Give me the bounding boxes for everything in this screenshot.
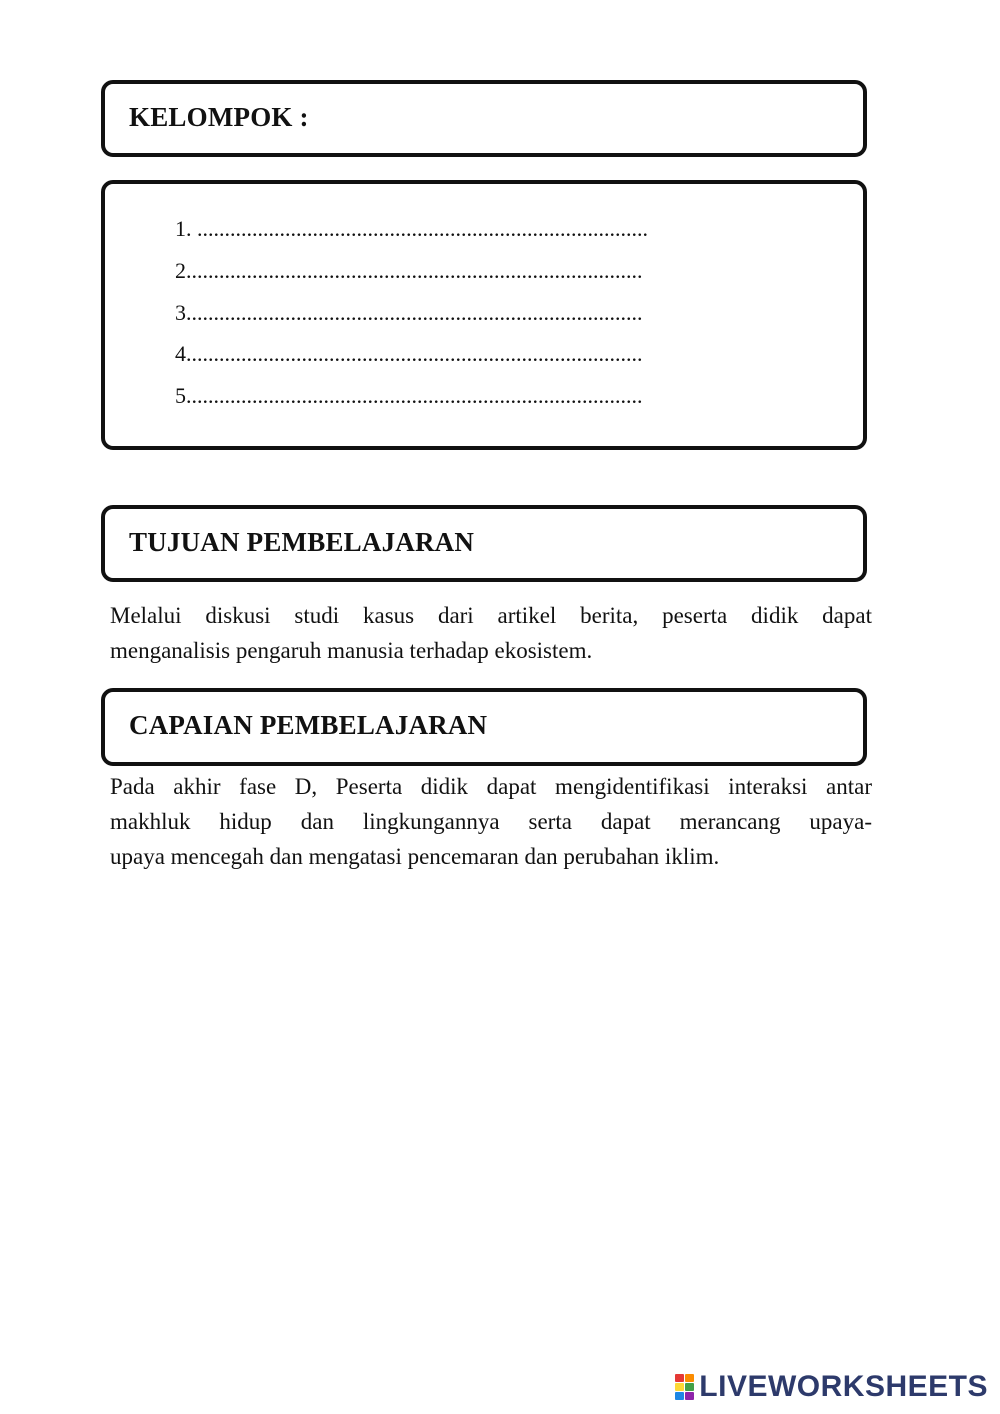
- member-line-2: 2...................................................................................: [175, 258, 643, 283]
- logo-square: [685, 1374, 694, 1382]
- logo-square: [685, 1383, 694, 1391]
- tujuan-line-2: menganalisis pengaruh manusia terhadap ekosistem.: [110, 638, 593, 663]
- liveworksheets-logo-icon: [675, 1374, 695, 1400]
- kelompok-title: KELOMPOK :: [129, 102, 309, 132]
- members-box: [101, 180, 867, 450]
- logo-square: [675, 1383, 684, 1391]
- capaian-box: [101, 688, 867, 766]
- capaian-line-1: Pada akhir fase D, Peserta didik dapat mengidentifikasi interaksi antar: [110, 774, 872, 799]
- member-line-3: 3...................................................................................: [175, 300, 643, 325]
- member-line-5: 5...................................................................................: [175, 383, 643, 408]
- tujuan-paragraph: [110, 598, 872, 668]
- logo-square: [675, 1392, 684, 1400]
- tujuan-line-1: Melalui diskusi studi kasus dari artikel berita, peserta didik dapat: [110, 603, 872, 628]
- capaian-line-3: upaya mencegah dan mengatasi pencemaran dan perubahan iklim.: [110, 844, 720, 869]
- kelompok-box: [101, 80, 867, 157]
- liveworksheets-wordmark: LIVEWORKSHEETS: [699, 1370, 988, 1403]
- capaian-line-2: makhluk hidup dan lingkungannya serta dapat merancang upaya-: [110, 809, 872, 834]
- capaian-title: CAPAIAN PEMBELAJARAN: [129, 710, 488, 740]
- tujuan-box: [101, 505, 867, 582]
- capaian-paragraph: [110, 769, 872, 874]
- liveworksheets-brand[interactable]: [675, 1370, 988, 1404]
- member-line-4: 4...................................................................................: [175, 341, 643, 366]
- tujuan-title: TUJUAN PEMBELAJARAN: [129, 527, 475, 557]
- member-line-1: 1. ..................................................................................: [175, 216, 648, 241]
- logo-square: [685, 1392, 694, 1400]
- logo-square: [675, 1374, 684, 1382]
